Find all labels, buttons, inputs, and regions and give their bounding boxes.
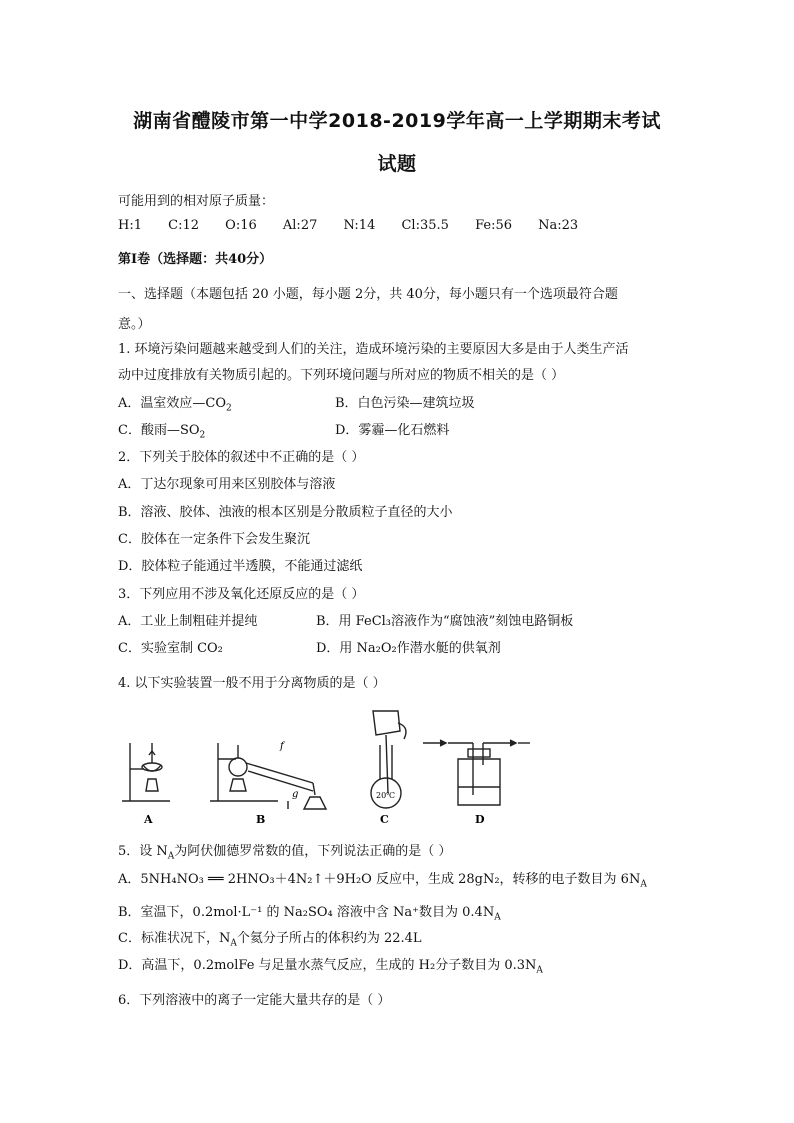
atomic-mass-item: H:1 <box>118 218 142 233</box>
apparatus-b-distillation <box>210 743 326 809</box>
q1-option-c: C．酸雨$—SO_2$ <box>118 423 206 441</box>
q5-option-d: D．高温下，0.2molFe 与足量水蒸气反应，生成的 H₂分子数目为 $0.3N_A$ <box>118 958 543 976</box>
tube-label-f: f <box>280 741 284 752</box>
q1-option-a: A．温室效应$—CO_2$ <box>118 396 232 414</box>
atomic-mass-item: Na:23 <box>538 218 579 233</box>
atomic-mass-item: Cl:35.5 <box>401 218 449 233</box>
q3-option-d: D．用 Na₂O₂作潜水艇的供氧剂 <box>316 641 501 656</box>
apparatus-label-b: B <box>256 813 266 826</box>
q6-stem: 6．下列溶液中的离子一定能大量共存的是（ ） <box>118 993 391 1008</box>
q2-option-c: C．胶体在一定条件下会发生聚沉 <box>118 532 310 547</box>
atomic-mass-item: O:16 <box>225 218 257 233</box>
q3-option-a: A．工业上制粗硅并提纯 <box>118 614 258 629</box>
q5-option-a: A．5NH₄NO₃ ══ 2HNO₃＋4N₂↑＋9H₂O 反应中，生成 28gN₂，转移的电子数目为 $6N_A$ <box>118 872 647 890</box>
q5-option-b: B．室温下，0.2mol·L⁻¹ 的 Na₂SO₄ 溶液中含 Na⁺数目为 $0.4N_A$ <box>118 905 501 923</box>
q1-option-b: B．白色污染—建筑垃圾 <box>335 396 475 411</box>
atomic-mass-label: 可能用到的相对原子质量： <box>118 194 275 209</box>
q3-option-b: B．用 FeCl₃溶液作为“腐蚀液”刻蚀电路铜板 <box>316 614 574 629</box>
exam-title-line2: 试题 <box>377 153 417 175</box>
apparatus-d-gas-wash-bottle <box>423 740 530 805</box>
exam-title-line1: 湖南省醴陵市第一中学2018-2019学年高一上学期期末考试 <box>133 110 661 132</box>
q1-option-d: D．雾霾—化石燃料 <box>335 423 450 438</box>
tube-label-g: g <box>292 789 299 800</box>
q5-stem: 5．设 $N_A$为阿伏伽德罗常数的值，下列说法正确的是（ ） <box>118 844 452 862</box>
q1-stem-cont: 动中过度排放有关物质引起的。下列环境问题与所对应的物质不相关的是（ ） <box>118 368 565 383</box>
atomic-mass-item: Al:27 <box>282 218 318 233</box>
apparatus-label-d: D <box>475 813 485 826</box>
atomic-mass-item: Fe:56 <box>475 218 512 233</box>
q2-option-d: D．胶体粒子能通过半透膜，不能通过滤纸 <box>118 559 363 574</box>
q4-apparatus-figure <box>118 705 538 830</box>
q2-option-b: B．溶液、胶体、浊液的根本区别是分散质粒子直径的大小 <box>118 505 453 520</box>
section-instructions-cont: 意。） <box>118 317 151 332</box>
flask-temperature-label: 20℃ <box>376 791 396 800</box>
apparatus-a-evaporation <box>122 743 170 801</box>
q2-option-a: A．丁达尔现象可用来区别胶体与溶液 <box>118 477 336 492</box>
q3-option-c: C．实验室制 CO₂ <box>118 641 223 656</box>
q1-stem: 1. 环境污染问题越来越受到人们的关注，造成环境污染的主要原因大多是由于人类生产活 <box>118 342 629 357</box>
atomic-mass-item: C:12 <box>168 218 200 233</box>
q4-stem: 4. 以下实验装置一般不用于分离物质的是（ ） <box>118 676 386 691</box>
q5-option-c: C．标准状况下，$N_A$个氦分子所占的体积约为 22.4L <box>118 931 422 949</box>
apparatus-label-c: C <box>380 813 389 826</box>
q3-stem: 3．下列应用不涉及氧化还原反应的是（ ） <box>118 587 365 602</box>
atomic-mass-list <box>118 218 600 233</box>
atomic-mass-item: N:14 <box>343 218 376 233</box>
section-instructions: 一、选择题（本题包括 20 小题，每小题 2分，共 40分，每小题只有一个选项最符合题 <box>118 287 618 302</box>
q2-stem: 2．下列关于胶体的叙述中不正确的是（ ） <box>118 450 365 465</box>
section-heading: 第Ⅰ卷（选择题：共40分） <box>118 252 273 267</box>
apparatus-label-a: A <box>144 813 153 826</box>
